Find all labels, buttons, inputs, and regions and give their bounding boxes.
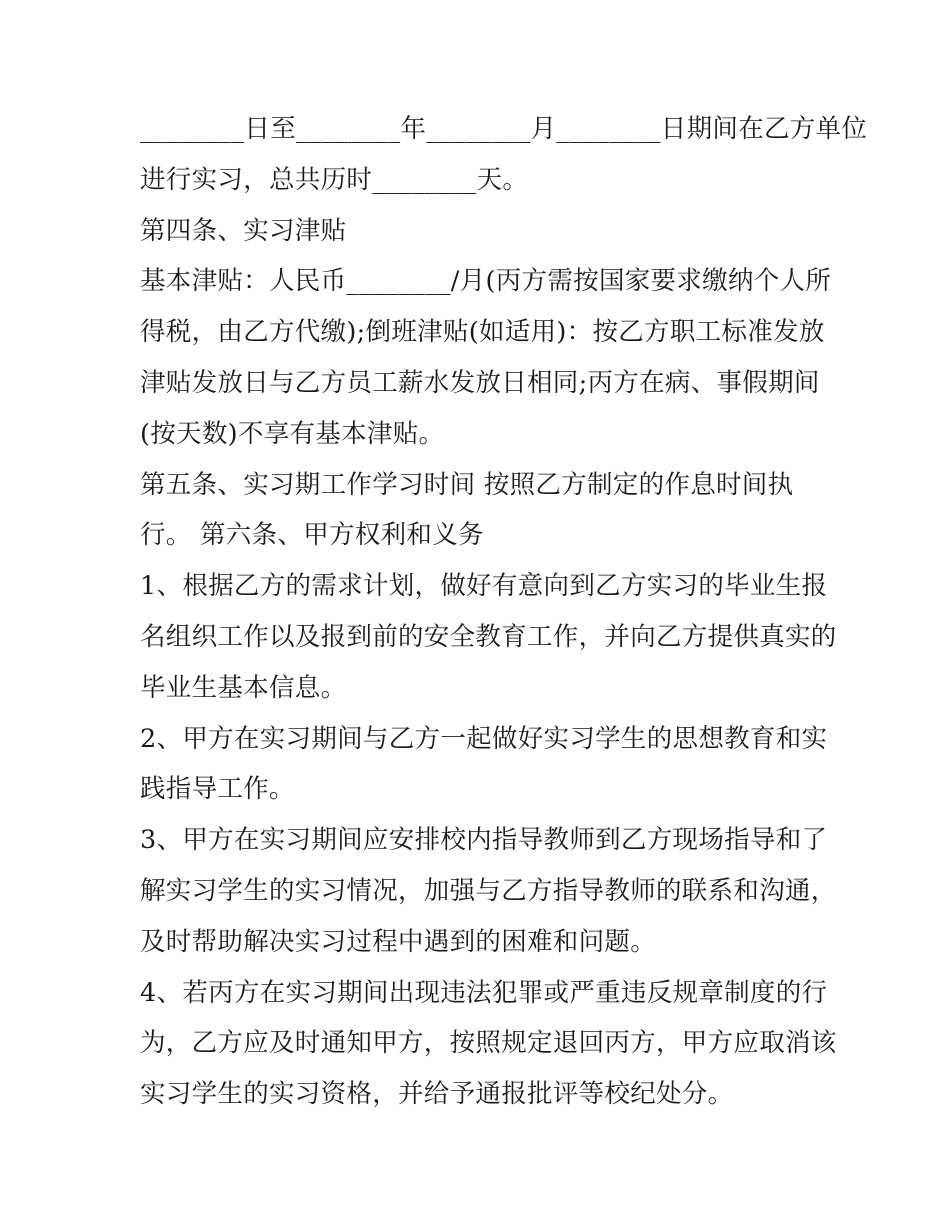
text-line: 进行实习，总共历时________天。 xyxy=(140,164,529,195)
document-body xyxy=(140,104,868,1120)
text-line: (按天数)不享有基本津贴。 xyxy=(140,418,445,449)
text-line: 4、若丙方在实习期间出现违法犯罪或严重违反规章制度的行 xyxy=(140,977,828,1008)
text-line: 第五条、实习期工作学习时间 按照乙方制定的作息时间执 xyxy=(140,469,794,500)
text-line: 1、根据乙方的需求计划，做好有意向到乙方实习的毕业生报 xyxy=(140,571,828,602)
text-line: 2、甲方在实习期间与乙方一起做好实习学生的思想教育和实 xyxy=(140,723,828,754)
text-line: ________日至________年________月________日期间在乙方单位 xyxy=(140,114,868,144)
text-line: 名组织工作以及报到前的安全教育工作，并向乙方提供真实的 xyxy=(140,621,837,652)
text-line: 践指导工作。 xyxy=(140,774,295,805)
text-line: 第四条、实习津贴 xyxy=(140,215,347,246)
text-line: 得税，由乙方代缴);倒班津贴(如适用)：按乙方职工标准发放 xyxy=(140,317,825,348)
text-line: 解实习学生的实习情况，加强与乙方指导教师的联系和沟通， xyxy=(140,875,837,906)
text-line: 基本津贴：人民币________/月(丙方需按国家要求缴纳个人所 xyxy=(140,266,832,297)
text-line: 行。 第六条、甲方权利和义务 xyxy=(140,520,484,551)
text-line: 实习学生的实习资格，并给予通报批评等校纪处分。 xyxy=(140,1079,734,1110)
text-line: 为，乙方应及时通知甲方，按照规定退回丙方，甲方应取消该 xyxy=(140,1028,837,1059)
text-line: 3、甲方在实习期间应安排校内指导教师到乙方现场指导和了 xyxy=(140,825,828,856)
text-line: 毕业生基本信息。 xyxy=(140,672,347,703)
text-line: 及时帮助解决实习过程中遇到的困难和问题。 xyxy=(140,926,657,957)
text-line: 津贴发放日与乙方员工薪水发放日相同;丙方在病、事假期间 xyxy=(140,367,820,398)
